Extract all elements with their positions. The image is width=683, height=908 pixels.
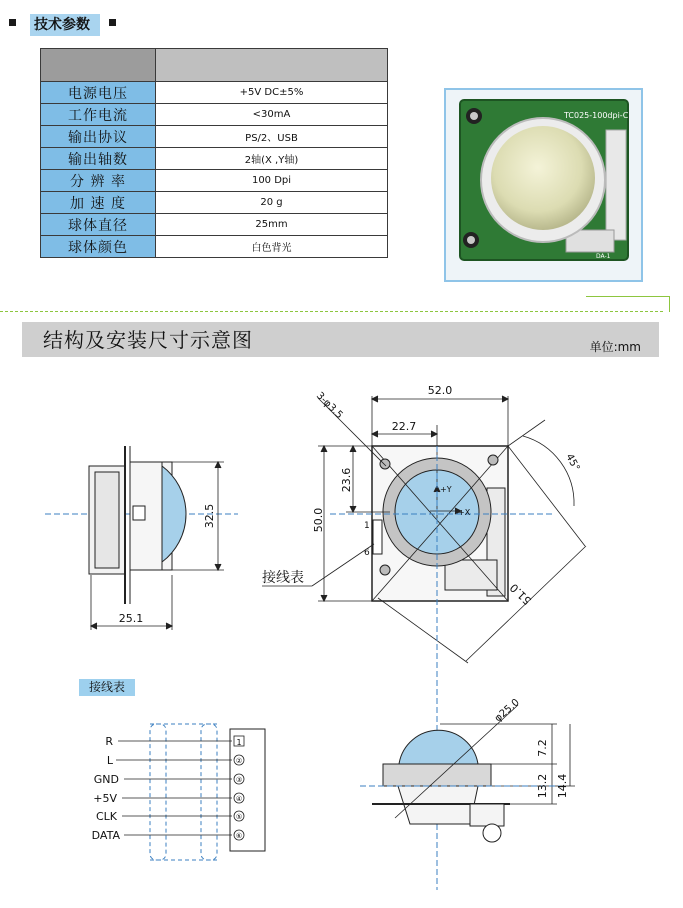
angle-arc: [523, 436, 574, 506]
spec-row: [41, 148, 388, 170]
section-banner: [22, 322, 659, 357]
spec-label: 加 速 度: [41, 192, 156, 214]
spec-row: [41, 104, 388, 126]
dim-label-hole-offset-x: 22.7: [391, 420, 417, 433]
pin-signal-label: DATA: [91, 829, 120, 842]
pin-signal-label: +5V: [93, 792, 117, 805]
spec-label: 球体直径: [41, 214, 156, 236]
board-label-bottom: DA-1: [596, 253, 611, 260]
dim-label-top-height: 50.0: [312, 507, 325, 533]
axis-label-x: +X: [458, 508, 471, 517]
dim-label-side-height: 32.5: [203, 503, 216, 529]
wiring-diagram: [116, 724, 265, 860]
pin-signal-label: GND: [93, 773, 119, 786]
dim-label-holes: 3-φ3.5: [313, 390, 345, 422]
header-bullet-left: [9, 19, 16, 26]
spec-row: [41, 236, 388, 258]
spec-value: +5V DC±5%: [156, 82, 388, 104]
section-header-tech-params: [30, 14, 100, 36]
spec-label: 输出轴数: [41, 148, 156, 170]
board-label-top: TC025-100dpi-C: [564, 111, 629, 120]
ball-height-view-drawing: [372, 705, 575, 842]
dim-label-ball-diameter: φ25.0: [492, 697, 522, 725]
wiring-callout-label: 接线表: [262, 570, 304, 586]
height-view-ball: [399, 730, 478, 764]
spec-row: [41, 170, 388, 192]
divider-tab: [586, 296, 670, 312]
header-bullet-right: [109, 19, 116, 26]
spec-label: 输出协议: [41, 126, 156, 148]
mount-hole-icon: [380, 459, 390, 469]
spec-value: 2轴(X ,Y轴): [156, 148, 388, 170]
spec-label: 工作电流: [41, 104, 156, 126]
section-header-text: 技术参数: [34, 17, 90, 33]
spec-label: 分 辨 率: [41, 170, 156, 192]
dim-label-angle: 45°: [563, 452, 582, 474]
spec-row: [41, 82, 388, 104]
pin-number-label: 1: [236, 738, 242, 747]
wiring-section-title: 接线表: [89, 680, 126, 694]
spec-value: 白色背光: [156, 236, 388, 258]
spec-label: 球体颜色: [41, 236, 156, 258]
spec-row: [41, 126, 388, 148]
spec-table-header: [41, 49, 388, 82]
dim-label-ball-total: 14.4: [556, 773, 569, 799]
spec-table: [40, 48, 388, 258]
mount-hole-icon: [488, 455, 498, 465]
dim-label-side-width: 25.1: [118, 612, 144, 625]
spec-value: PS/2、USB: [156, 126, 388, 148]
wiring-section-label: [79, 679, 135, 696]
pin-number-label: ④: [235, 795, 243, 803]
side-roller: [606, 130, 626, 240]
height-view-housing: [383, 764, 491, 786]
spec-label: 电源电压: [41, 82, 156, 104]
dim-label-hole-offset-y: 23.6: [340, 467, 353, 493]
pin-number-label: ③: [235, 776, 243, 784]
pin-signal-label: L: [106, 754, 113, 767]
axis-label-y: +Y: [440, 485, 452, 494]
mount-hole-icon: [380, 565, 390, 575]
spec-value: 100 Dpi: [156, 170, 388, 192]
section-divider: [0, 311, 663, 312]
dim-label-top-width: 52.0: [427, 384, 453, 397]
unit-label: 单位:mm: [589, 340, 641, 354]
trackball-module-illustration: [446, 90, 641, 280]
spec-value: <30mA: [156, 104, 388, 126]
dim-label-diagonal: 51.0: [507, 580, 535, 608]
spec-header-cell-label: [41, 49, 156, 82]
side-view-drawing: [45, 446, 238, 630]
top-view-drawing: [318, 396, 586, 663]
side-ball: [162, 466, 186, 562]
spec-row: [41, 192, 388, 214]
trackball-ball: [491, 126, 595, 230]
pin-number-label: ②: [235, 757, 243, 765]
spec-row: [41, 214, 388, 236]
spec-header-cell-value: [156, 49, 388, 82]
connector-pin-1-label: 1: [364, 521, 370, 531]
connector-header: [373, 520, 382, 554]
spec-value: 25mm: [156, 214, 388, 236]
dim-label-ball-mid: 13.2: [536, 773, 549, 799]
technical-drawings: [0, 360, 683, 908]
connector-pin-6-label: 6: [364, 548, 370, 558]
pin-signal-label: R: [105, 735, 113, 748]
pin-number-label: ⑥: [235, 832, 243, 840]
wiring-callout-leader: [312, 544, 374, 586]
spec-value: 20 g: [156, 192, 388, 214]
pin-signal-label: CLK: [95, 810, 117, 823]
section-title: 结构及安装尺寸示意图: [43, 328, 253, 352]
product-photo: [444, 88, 643, 282]
pin-number-label: ⑤: [235, 813, 243, 821]
dim-label-ball-top: 7.2: [536, 739, 549, 757]
